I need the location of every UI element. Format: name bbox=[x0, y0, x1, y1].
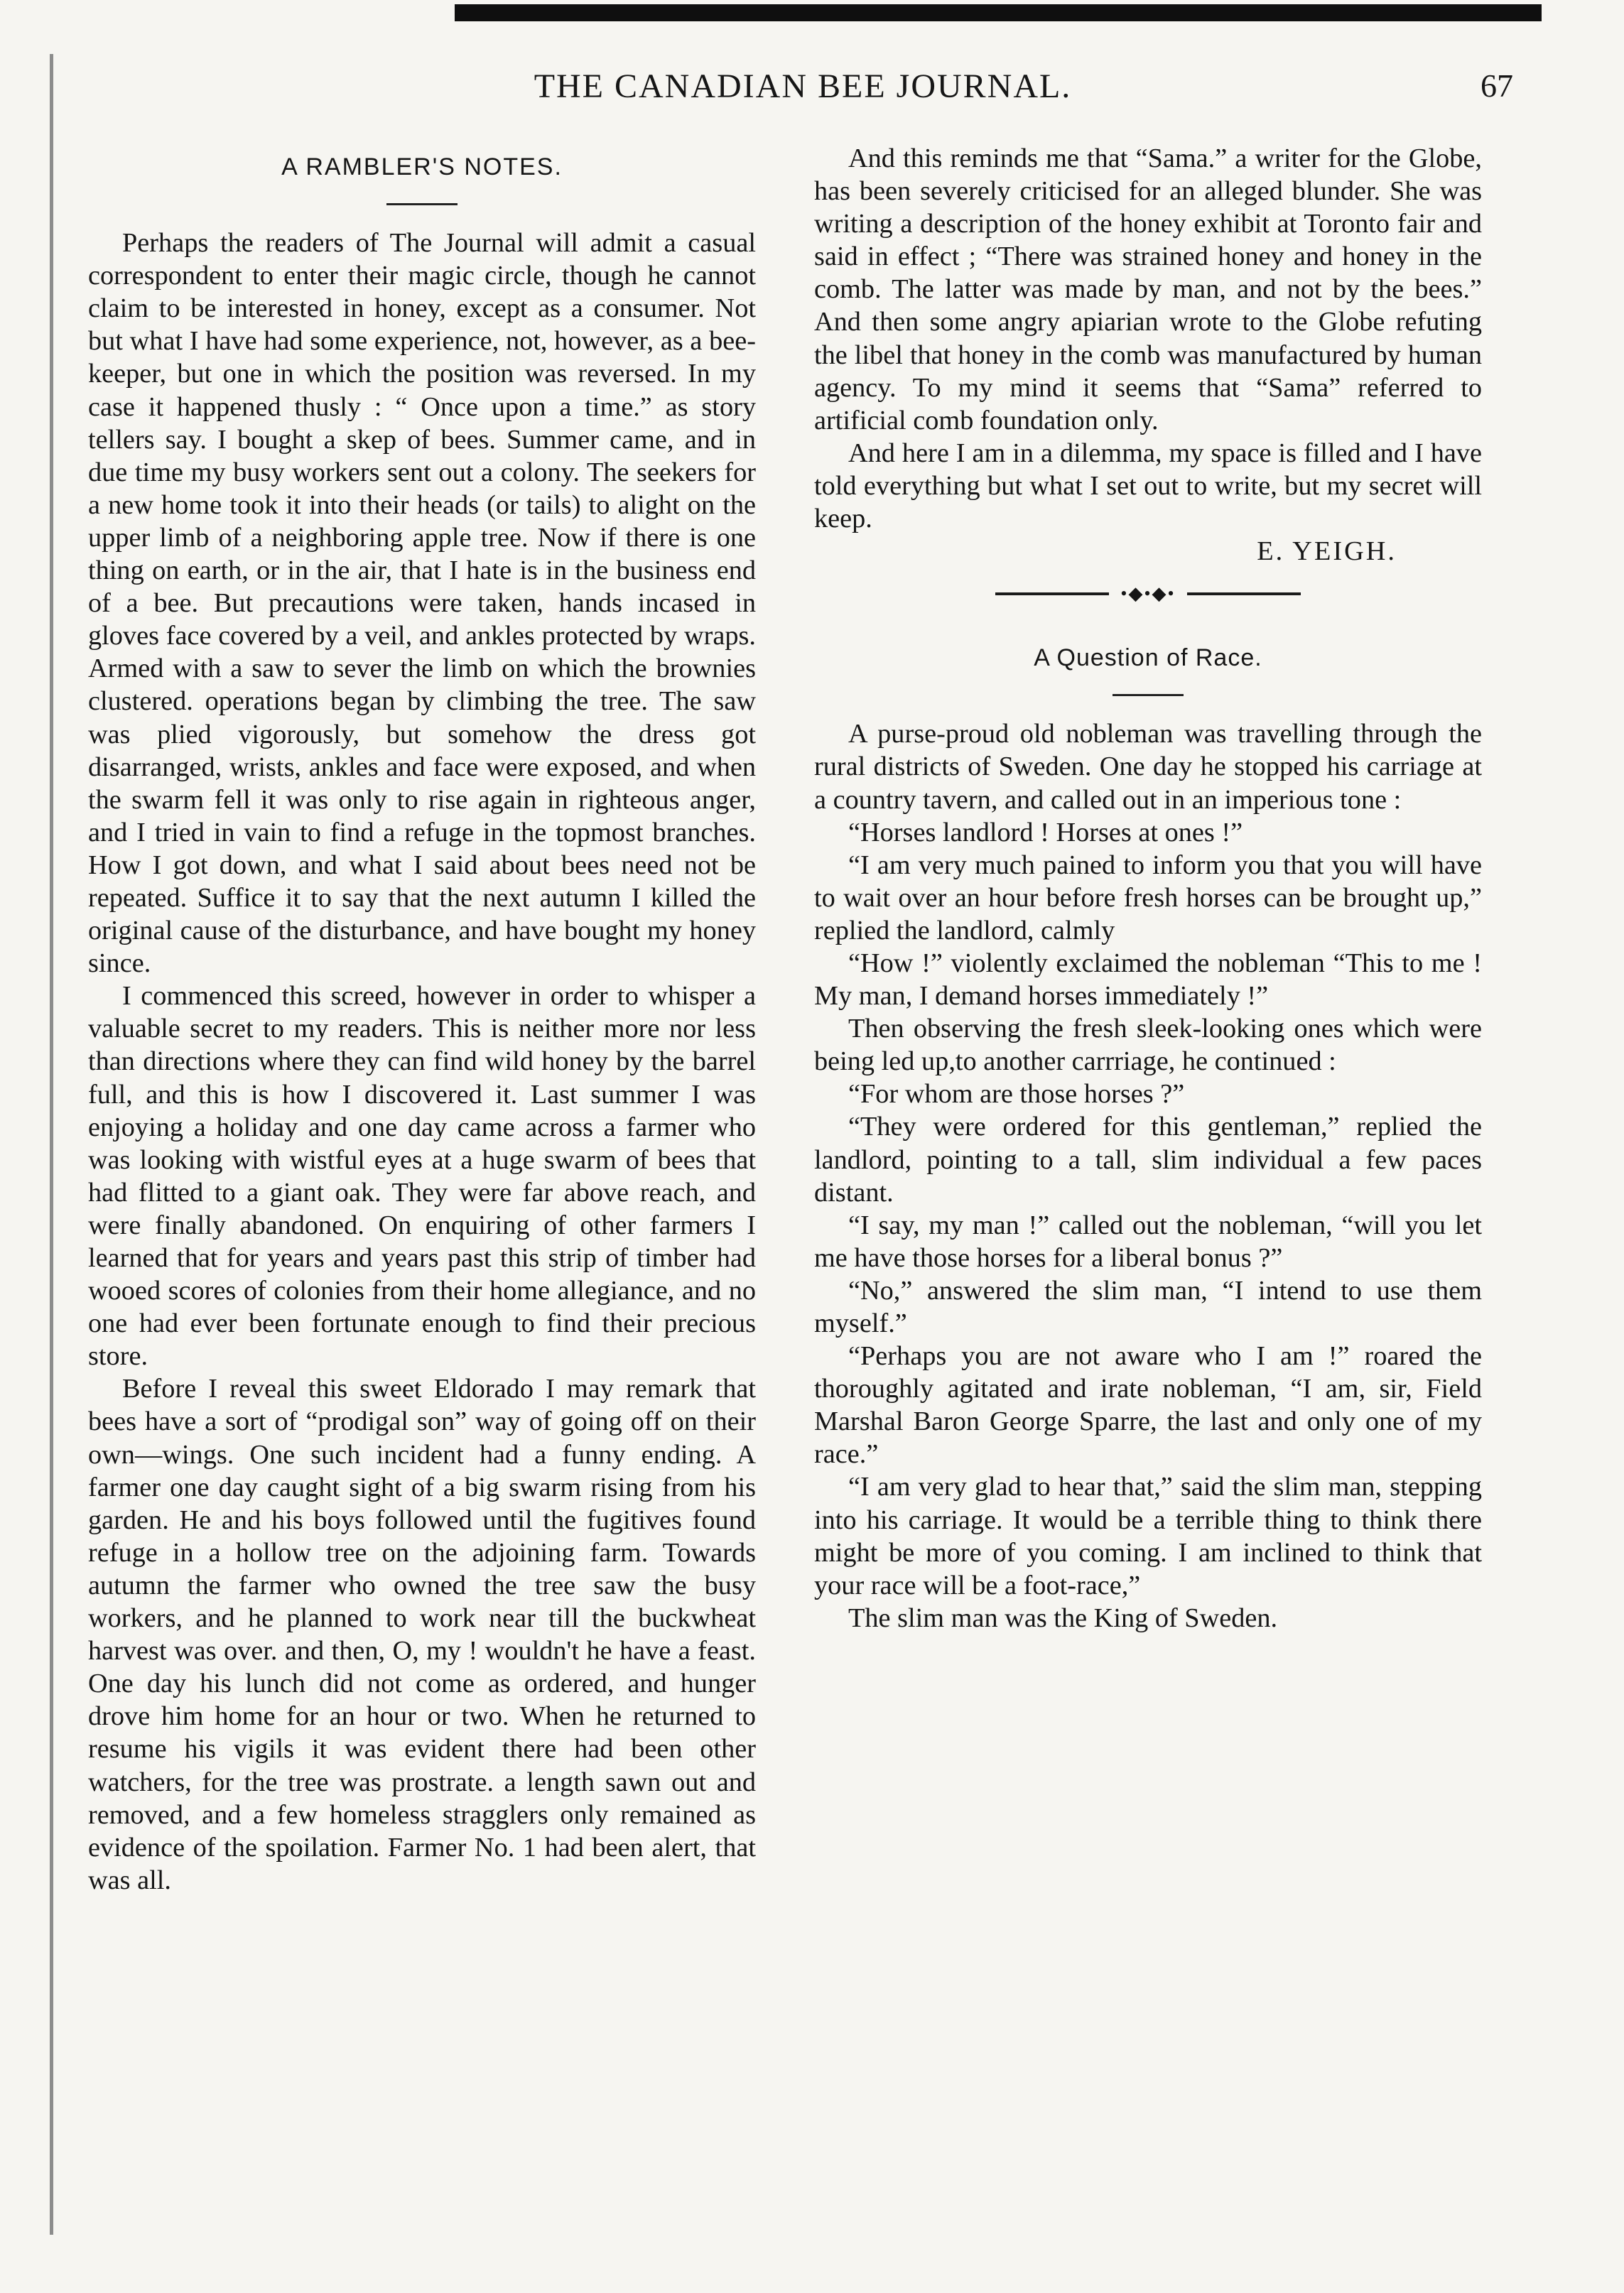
right-column bbox=[814, 142, 1482, 1635]
paragraph: Before I reveal this sweet Eldorado I may remark that bees have a sort of “prodigal son” way of going off on their own—wings. One such incident had a funny ending. A farmer one day caught sight of a big swarm rising from his garden. He and his boys followed until the fugitives found refuge in a hollow tree on the adjoining farm. Towards autumn the farmer who owned the tree saw the busy workers, and he planned to work near till the buckwheat harvest was over. and then, O, my ! wouldn't he have a feast. One day his lunch did not come as ordered, and hunger drove him home for an hour or two. When he returned to resume his vigils it was evident there had been other watchers, for the tree was prostrate. a length sawn out and removed, and a few homeless stragglers only remained as evidence of the spoilation. Farmer No. 1 had been alert, that was all. bbox=[88, 1374, 756, 1895]
paragraph: And here I am in a dilemma, my space is filled and I have told everything but what I set out to write, but my secret will keep. bbox=[814, 438, 1482, 534]
paragraph: “I say, my man !” called out the nobleman, “will you let me have those horses for a liberal bonus ?” bbox=[814, 1210, 1482, 1273]
paragraph: I commenced this screed, however in order to whisper a valuable secret to my readers. This is neither more nor less than directions where they can find wild honey by the barrel full, and this is how I discovered it. Last summer I was enjoying a holiday and one day came across a farmer who was looking with wistful eyes at a huge swarm of bees that had flitted to a giant oak. They were far above reach, and were finally abandoned. On enquiring of other farmers I learned that for years and years past this strip of timber had wooed scores of colonies from their home allegiance, and no one had ever been fortunate enough to find their precious store. bbox=[88, 981, 756, 1372]
running-head: THE CANADIAN BEE JOURNAL. bbox=[534, 67, 1072, 105]
author-signature: E. YEIGH. bbox=[1257, 536, 1397, 567]
paragraph: “Horses landlord ! Horses at ones !” bbox=[848, 817, 1243, 847]
paragraph: “They were ordered for this gentleman,” replied the landlord, pointing to a tall, slim individual a few paces distant. bbox=[814, 1112, 1482, 1208]
paragraph: “I am very much pained to inform you that you will have to wait over an hour before fresh horses can be brought up,” replied the landlord, calmly bbox=[814, 850, 1482, 945]
ornament-beads: •◆•◆• bbox=[1109, 583, 1187, 605]
paragraph: “Perhaps you are not aware who I am !” roared the thoroughly agitated and irate nobleman, “I am, sir, Field Marshal Baron George Sparre, the last and only one of my race.” bbox=[814, 1341, 1482, 1470]
paragraph: “No,” answered the slim man, “I intend to use them myself.” bbox=[814, 1275, 1482, 1338]
page-number: 67 bbox=[1480, 67, 1513, 104]
title-rule bbox=[386, 203, 458, 205]
left-column bbox=[88, 142, 756, 1897]
paragraph: Perhaps the readers of The Journal will admit a casual correspondent to enter their magic circle, though he cannot claim to be interested in honey, except as a consumer. Not but what I have had some experience, not, however, as a bee-keeper, but one in which the position was reversed. In my case it happened thusly : “ Once upon a time.” as story tellers say. I bought a skep of bees. Summer came, and in due time my busy workers sent out a colony. The seekers for a new home took it into their heads (or tails) to alight on the upper limb of a neighboring apple tree. Now if there is one thing on earth, or in the air, that I hate is in the business end of a bee. But precautions were taken, hands incased in gloves face covered by a veil, and ankles protected by wraps. Armed with a saw to sever the limb on which the brownies clustered. operations began by climbing the tree. The saw was plied vigorously, but somehow the dress got disarranged, wrists, ankles and face were exposed, and when the swarm fell it was only to rise again in righteous anger, and I tried in vain to find a refuge in the topmost branches. How I got down, and what I said about bees need not be repeated. Suffice it to say that the next autumn I killed the original cause of the disturbance, and have bought my honey since. bbox=[88, 228, 756, 979]
paragraph: And this reminds me that “Sama.” a writer for the Globe, has been severely criticised for an alleged blunder. She was writing a description of the honey exhibit at Toronto fair and said in effect ; “There was strained honey and honey in the comb. The latter was made by man, and not by the bees.” And then some angry apiarian wrote to the Globe refuting the libel that honey in the comb was manufactured by human agency. To my mind it seems that “Sama” referred to artificial comb foundation only. bbox=[814, 143, 1482, 435]
article-title: A Question of Race. bbox=[1034, 644, 1262, 672]
section-ornament bbox=[995, 583, 1301, 605]
page-header bbox=[92, 63, 1513, 112]
title-rule bbox=[1113, 694, 1184, 696]
paragraph: A purse-proud old nobleman was travelling through the rural districts of Sweden. One day he stopped his carriage at a country tavern, and called out in an imperious tone : bbox=[814, 719, 1482, 815]
paragraph: “How !” violently exclaimed the nobleman “This to me ! My man, I demand horses immediately !” bbox=[814, 948, 1482, 1012]
paragraph: The slim man was the King of Sweden. bbox=[848, 1603, 1278, 1633]
page-edge bbox=[50, 54, 53, 2235]
article-title: A RAMBLER'S NOTES. bbox=[281, 153, 563, 180]
top-rule bbox=[455, 4, 1542, 21]
paragraph: “I am very glad to hear that,” said the slim man, stepping into his carriage. It would be a terrible thing to think there might be more of you coming. I am inclined to think that your race will be a foot-race,” bbox=[814, 1472, 1482, 1600]
paragraph: Then observing the fresh sleek-looking ones which were being led up,to another carrriage, he continued : bbox=[814, 1014, 1482, 1077]
paragraph: “For whom are those horses ?” bbox=[848, 1079, 1185, 1110]
